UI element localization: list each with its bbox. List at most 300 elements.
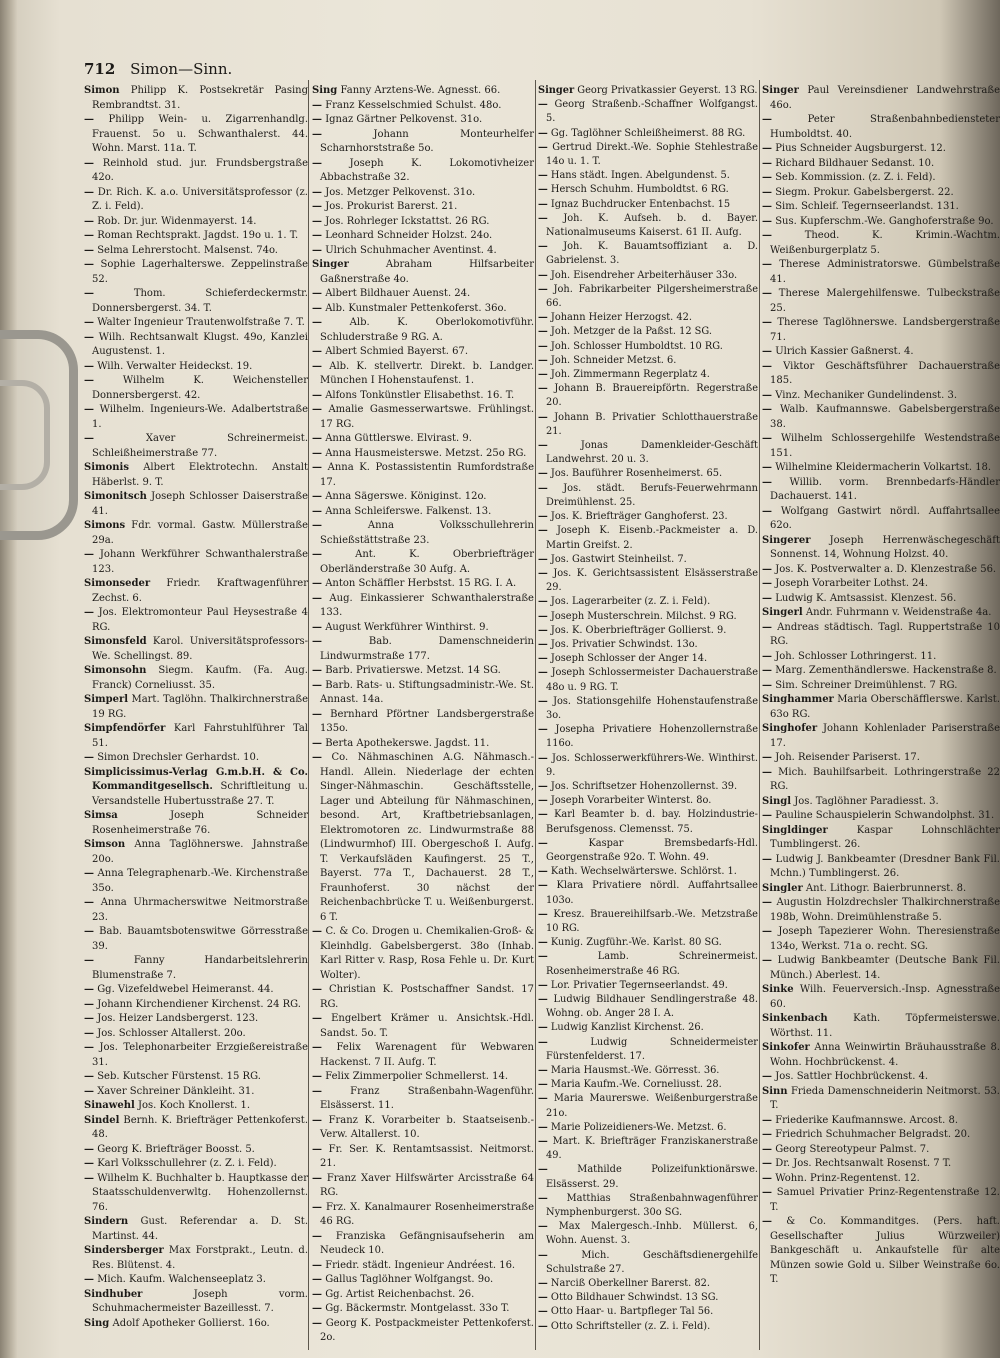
entry-name: —	[312, 491, 322, 502]
directory-entry	[84, 490, 308, 519]
entry-text: Johann Werkführer Schwanthalerstraße 123.	[92, 549, 308, 575]
entry-name: —	[538, 695, 548, 707]
directory-entry	[312, 621, 534, 636]
entry-name: Sinn	[762, 1085, 788, 1097]
entry-text: Johann B. Privatier Schlotthauerstraße 21.	[546, 411, 758, 437]
directory-entry	[762, 142, 1000, 157]
entry-text: Jos. Stationsgehilfe Hohenstaufenstraße 3o.	[546, 695, 758, 721]
entry-text: Alb. K. stellvertr. Direkt. b. Landger. München I Hohenstaufenst. 1.	[320, 360, 534, 386]
directory-entry	[312, 1288, 534, 1303]
directory-entry	[538, 98, 758, 126]
entry-text: Johann Kirchendiener Kirchenst. 24 RG.	[97, 998, 301, 1010]
entry-text: Gust. Referendar a. D. St. Martinst. 44.	[92, 1216, 308, 1242]
entry-name: —	[538, 312, 548, 324]
entry-name: —	[538, 1278, 548, 1290]
directory-entry	[84, 461, 308, 490]
directory-entry	[538, 780, 758, 794]
entry-text: Joh. K. Bauamtsoffiziant a. D. Gabrielenst. 3.	[546, 241, 758, 267]
entry-name: —	[538, 596, 548, 608]
directory-entry	[538, 269, 758, 283]
entry-text: Xaver Schreinermeist. Schleißheimerstraße 77.	[92, 433, 308, 459]
entry-name: Singerer	[762, 534, 811, 546]
entry-text: Berta Apothekerswe. Jagdst. 11.	[325, 737, 490, 749]
directory-entry	[312, 244, 534, 259]
entry-text: Bab. Bauamtsbotenswitwe Görresstraße 39.	[92, 926, 308, 952]
entry-name: —	[762, 1143, 772, 1155]
entry-text: Jos. Privatier Schwindst. 13o.	[550, 638, 698, 650]
directory-entry	[538, 439, 758, 467]
entry-name: Simson	[84, 839, 126, 850]
entry-text: Simon Drechsler Gerhardst. 10.	[97, 752, 260, 763]
directory-entry	[312, 1302, 534, 1317]
entry-text: Klara Privatiere nördl. Auffahrtsallee 103o.	[546, 880, 758, 906]
directory-entry	[84, 1215, 308, 1244]
entry-text: Fdr. vormal. Gastw. Müllerstraße 29a.	[92, 520, 308, 546]
entry-text: Jos. K. Oberbriefträger Gollierst. 9.	[550, 624, 727, 636]
entry-name: —	[538, 511, 548, 523]
entry-name: —	[538, 752, 548, 764]
entry-name: —	[538, 1022, 548, 1034]
directory-entry	[538, 311, 758, 325]
entry-name: Singer	[762, 85, 799, 96]
entry-text: Hersch Schuhm. Humboldtst. 6 RG.	[550, 184, 729, 196]
directory-entry	[84, 606, 308, 635]
entry-text: Joseph Tapezierer Wohn. Theresienstraße 134o, Werkst. 71a o. recht. SG.	[770, 926, 1000, 952]
directory-entry	[762, 171, 1000, 186]
directory-entry	[312, 679, 534, 708]
entry-name: —	[312, 984, 322, 995]
entry-name: —	[312, 288, 322, 299]
directory-entry	[538, 794, 758, 808]
entry-name: —	[84, 114, 94, 125]
directory-entry	[762, 954, 1000, 983]
entry-text: Barb. Rats- u. Stiftungsadministr.-We. St. Annast. 14a.	[320, 679, 534, 705]
entry-name: —	[84, 360, 94, 372]
directory-entry	[84, 84, 308, 113]
directory-entry	[84, 1317, 308, 1332]
entry-text: Viktor Geschäftsführer Dachauerstraße 185.	[770, 360, 1000, 386]
entry-text: Maria Kaufm.-We. Corneliusst. 28.	[550, 1079, 722, 1091]
directory-entry	[538, 752, 758, 780]
entry-name: —	[538, 624, 548, 636]
directory-entry	[762, 983, 1000, 1012]
entry-text: Alfons Tonkünstler Elisabethst. 16. T.	[325, 389, 515, 401]
entry-name: —	[538, 354, 548, 366]
directory-entry	[762, 287, 1000, 316]
entry-text: Siegm. Prokur. Gabelsbergerst. 22.	[775, 186, 954, 198]
entry-name: —	[762, 1172, 772, 1184]
entry-name: —	[762, 1187, 772, 1198]
directory-entry	[84, 635, 308, 664]
entry-text: Wilh. Rechtsanwalt Klugst. 49o, Kanzlei Augustenst. 1.	[92, 331, 308, 357]
directory-entry	[84, 258, 308, 287]
entry-text: Maria Maurerswe. Weißenburgerstraße 21o.	[546, 1093, 758, 1119]
entry-text: Kaspar Bremsbedarfs-Hdl. Georgenstraße 92o. T. Wohn. 49.	[546, 837, 758, 863]
entry-text: Johann Kohlenlader Pariserstraße 17.	[770, 723, 1000, 749]
directory-entry	[84, 722, 308, 751]
entry-text: Peter Straßenbahnbediensteter Humboldtst. 40.	[770, 114, 1000, 140]
entry-text: Georg Stereotypeur Palmst. 7.	[775, 1143, 930, 1155]
entry-text: Xaver Schreiner Dänkleiht. 31.	[97, 1085, 255, 1097]
entry-name: Simonsfeld	[84, 636, 147, 647]
entry-text: Fanny Handarbeitslehrerin Blumenstraße 7.	[92, 955, 308, 981]
entry-name: Simpfendörfer	[84, 723, 166, 734]
entry-text: Fr. Ser. K. Rentamtsassist. Neitmorst. 21.	[320, 1143, 534, 1169]
directory-entry	[538, 624, 758, 638]
directory-entry	[762, 925, 1000, 954]
entry-name: —	[762, 897, 772, 908]
directory-entry	[538, 1220, 758, 1248]
entry-text: Ant. Lithogr. Baierbrunnerst. 8.	[805, 882, 967, 894]
page-number: 712	[84, 60, 116, 78]
entry-name: —	[538, 1093, 548, 1105]
directory-entry	[538, 524, 758, 552]
entry-name: —	[762, 665, 772, 676]
directory-entry	[84, 374, 308, 403]
column-rule	[759, 80, 760, 1350]
entry-name: —	[312, 302, 322, 314]
directory-entry	[312, 708, 534, 737]
entry-text: Felix Warenagent für Webwaren Hackenst. 7 II. Aufg. T.	[320, 1042, 534, 1068]
directory-entry	[762, 316, 1000, 345]
entry-text: August Werkführer Winthirst. 9.	[325, 621, 489, 633]
directory-entry	[538, 1078, 758, 1092]
entry-name: —	[538, 1249, 548, 1261]
directory-entry	[538, 993, 758, 1021]
entry-text: Engelbert Krämer u. Ansichtsk.-Hdl. Sandst. 5o. T.	[320, 1013, 534, 1039]
entry-text: Ant. K. Oberbriefträger Oberländerstraße 30 Aufg. A.	[320, 549, 534, 575]
entry-name: —	[538, 340, 548, 352]
entry-text: Paul Vereinsdiener Landwehrstraße 46o.	[770, 85, 1000, 111]
entry-name: —	[762, 578, 772, 589]
entry-text: Wohn. Prinz-Regentenst. 12.	[775, 1172, 920, 1184]
entry-text: Joseph vorm. Schuhmachermeister Bazeillesst. 7.	[92, 1288, 308, 1314]
entry-name: —	[762, 1216, 772, 1227]
directory-entry	[84, 1012, 308, 1027]
entry-text: Friedr. Kraftwagenführer Zechst. 6.	[92, 578, 308, 604]
directory-entry	[84, 925, 308, 954]
directory-entry	[84, 186, 308, 215]
entry-text: Leonhard Schneider Holzst. 24o.	[325, 230, 493, 241]
entry-text: & Co. Kommanditges. (Pers. haft. Gesellschafter Julius Würzweiler) Bankgeschäft u. Ankaufstelle für alte Münzen sowie Gold u. Silber Weinstraße 6o. T.	[770, 1216, 1000, 1285]
directory-entry	[84, 1041, 308, 1070]
entry-text: Hans städt. Ingen. Abelgundenst. 5.	[550, 170, 730, 182]
page-clip-inner	[0, 380, 50, 490]
entry-text: Jos. Elektromonteur Paul Heysestraße 4 RG.	[92, 607, 308, 633]
directory-entry	[538, 1320, 758, 1334]
entry-name: Simonis	[84, 462, 129, 473]
entry-text: Joseph Schlosser der Anger 14.	[550, 653, 708, 665]
directory-entry	[312, 1085, 534, 1114]
entry-text: Joseph Schneider Rosenheimerstraße 76.	[92, 810, 308, 836]
entry-name: Simonsohn	[84, 665, 147, 676]
entry-text: Jos. Bauführer Rosenheimerst. 65.	[550, 468, 723, 480]
entry-name: —	[538, 880, 548, 892]
entry-text: Joh. Metzger de la Paßst. 12 SG.	[550, 326, 712, 338]
entry-name: —	[312, 404, 322, 415]
directory-entry	[84, 1027, 308, 1042]
directory-entry	[84, 113, 308, 157]
directory-entry	[538, 169, 758, 183]
entry-text: Johann B. Brauereipförtn. Regerstraße 20.	[546, 383, 758, 409]
directory-entry	[762, 1041, 1000, 1070]
column-rule	[308, 80, 309, 1350]
entry-text: Selma Lehrerstocht. Malsenst. 74o.	[97, 244, 278, 256]
entry-name: —	[312, 1071, 322, 1082]
entry-text: Friederike Kaufmannswe. Arcost. 8.	[775, 1114, 959, 1126]
entry-text: Albert Elektrotechn. Anstalt Häberlst. 9. T.	[92, 462, 308, 488]
entry-name: —	[312, 128, 322, 140]
entry-name: —	[312, 1172, 322, 1184]
entry-name: —	[312, 447, 322, 459]
directory-entry	[84, 1288, 308, 1317]
entry-text: Schriftleitung u. Versandstelle Hubertusstraße 27. T.	[92, 781, 308, 807]
entry-text: Mathilde Polizeifunktionärswe. Elsässerst. 29.	[546, 1164, 758, 1190]
entry-text: Bernhard Pförtner Landsbergerstraße 135o.	[320, 708, 534, 734]
directory-entry	[762, 1128, 1000, 1143]
directory-entry	[84, 867, 308, 896]
directory-entry	[762, 389, 1000, 404]
entry-name: —	[84, 984, 94, 995]
directory-entry	[538, 1249, 758, 1277]
directory-entry	[312, 389, 534, 404]
entry-text: Anna Hausmeisterswe. Metzst. 25o RG.	[325, 447, 527, 459]
entry-text: Jos. Lagerarbeiter (z. Z. i. Feld).	[550, 596, 711, 608]
directory-entry	[84, 432, 308, 461]
directory-entry	[84, 577, 308, 606]
directory-entry	[538, 1092, 758, 1120]
directory-entry	[84, 548, 308, 577]
entry-text: Jos. Sattler Hochbrückenst. 4.	[775, 1071, 929, 1082]
entry-text: Joh. Eisendreher Arbeiterhäuser 33o.	[550, 269, 738, 281]
entry-text: Joh. K. Aufseh. b. d. Bayer. Nationalmuseums Kaiserst. 61 II. Aufg.	[546, 212, 758, 239]
directory-entry	[312, 664, 534, 679]
entry-text: Therese Administratorswe. Gümbelstraße 41.	[770, 259, 1000, 285]
entry-name: Singhofer	[762, 723, 818, 734]
entry-text: Joseph Schlossermeister Dachauerstraße 48o u. 9 RG. T.	[546, 667, 758, 693]
entry-name: —	[84, 1071, 94, 1082]
entry-name: —	[538, 1221, 548, 1233]
entry-name: —	[312, 1013, 322, 1024]
directory-column-2	[312, 84, 534, 1346]
entry-text: Kunig. Zugführ.-We. Karlst. 80 SG.	[550, 937, 722, 949]
entry-name: —	[538, 653, 548, 665]
entry-name: —	[762, 853, 772, 865]
directory-entry	[312, 461, 534, 490]
directory-entry	[312, 403, 534, 432]
entry-name: —	[538, 1306, 548, 1318]
directory-entry	[538, 212, 758, 240]
directory-entry	[538, 595, 758, 609]
directory-entry	[538, 1192, 758, 1220]
entry-name: —	[762, 186, 772, 198]
directory-column-3	[538, 84, 758, 1334]
entry-text: Christian K. Postschaffner Sandst. 17 RG.	[320, 984, 535, 1010]
entry-name: —	[538, 1065, 548, 1077]
entry-text: Joh. Reisender Pariserst. 17.	[775, 752, 920, 763]
entry-name: —	[538, 1192, 548, 1204]
entry-name: —	[84, 244, 94, 256]
entry-text: Jos. K. Postverwalter a. D. Klenzestraße 56.	[775, 563, 997, 575]
entry-text: Kresz. Brauereihilfsarb.-We. Metzstraße 10 RG.	[546, 908, 758, 934]
entry-name: —	[84, 1274, 94, 1285]
entry-name: —	[538, 283, 548, 295]
entry-text: Wilh. Feuerversich.-Insp. Agnesstraße 60.	[770, 984, 1000, 1010]
entry-text: Narciß Oberkellner Barerst. 82.	[550, 1278, 710, 1290]
entry-text: Joseph Schlosser Daiserstraße 41.	[92, 491, 308, 517]
directory-entry	[312, 519, 534, 548]
entry-name: Sindern	[84, 1216, 129, 1227]
entry-name: Sindersberger	[84, 1245, 164, 1256]
entry-text: Anna Taglöhnerswe. Jahnstraße 20o.	[92, 839, 309, 865]
entry-name: —	[538, 1079, 548, 1091]
directory-entry	[538, 482, 758, 510]
entry-text: Max Forstprakt., Leutn. d. Res. Blütenst. 4.	[92, 1245, 308, 1271]
directory-entry	[538, 979, 758, 993]
entry-name: —	[312, 230, 322, 241]
entry-name: —	[84, 157, 94, 169]
entry-text: Ludwig Kanzlist Kirchenst. 26.	[550, 1022, 704, 1034]
entry-text: Jos. Metzger Pelkovenst. 31o.	[325, 186, 476, 198]
directory-entry	[762, 1157, 1000, 1172]
directory-entry	[312, 345, 534, 360]
entry-text: Alb. Kunstmaler Pettenkoferst. 36o.	[325, 302, 507, 314]
entry-text: Dr. Jos. Rechtsanwalt Rosenst. 7 T.	[775, 1158, 952, 1169]
directory-entry	[84, 331, 308, 360]
directory-entry	[312, 505, 534, 520]
entry-name: —	[84, 404, 94, 415]
entry-text: Franz Xaver Hilfswärter Arcisstraße 64 RG.	[320, 1172, 534, 1198]
entry-text: Ludwig Bildhauer Sendlingerstraße 48. Wohng. ob. Anger 28 I. A.	[546, 994, 758, 1020]
entry-text: Joh. Zimmermann Regerplatz 4.	[550, 369, 710, 381]
entry-text: Jos. Taglöhner Paradiesst. 3.	[794, 795, 939, 807]
directory-entry	[762, 795, 1000, 810]
entry-text: Georg Privatkassier Geyerst. 13 RG.	[577, 85, 758, 96]
directory-entry	[84, 316, 308, 331]
entry-name: —	[762, 592, 772, 604]
directory-entry	[84, 693, 308, 722]
directory-entry	[312, 113, 534, 128]
directory-entry	[538, 1021, 758, 1035]
directory-entry	[84, 1114, 308, 1143]
entry-text: Johann Monteurhelfer Scharnhorststraße 5o.	[320, 128, 534, 154]
entry-name: —	[762, 1129, 772, 1140]
entry-text: Joseph K. Eisenb.-Packmeister a. D. Martin Greifst. 2.	[546, 525, 758, 551]
directory-entry	[538, 467, 758, 481]
entry-text: Jos. Schriftsetzer Hohenzollernst. 39.	[550, 780, 738, 792]
entry-name: —	[538, 780, 548, 792]
entry-text: Mich. Geschäftsdienergehilfe Schulstraße 27.	[546, 1249, 758, 1275]
entry-name: —	[84, 1042, 94, 1053]
entry-text: Matthias Straßenbahnwagenführer Nymphenburgerst. 30o SG.	[546, 1192, 758, 1219]
entry-name: Simonitsch	[84, 491, 147, 502]
directory-entry	[84, 664, 308, 693]
directory-entry	[762, 882, 1000, 897]
entry-name: —	[84, 998, 94, 1010]
directory-entry	[538, 1121, 758, 1135]
entry-text: Ignaz Gärtner Pelkovenst. 31o.	[325, 114, 483, 125]
entry-text: Johann Heizer Herzogst. 42.	[550, 312, 692, 324]
entry-name: —	[762, 404, 772, 415]
entry-text: Jos. Schlosserwerkführers-We. Winthirst. 9.	[546, 752, 758, 778]
directory-entry	[538, 553, 758, 567]
entry-text: Max Malergesch.-Inhb. Müllerst. 6, Wohn. Auenst. 3.	[546, 1221, 758, 1247]
directory-entry	[762, 403, 1000, 432]
directory-entry	[84, 751, 308, 766]
entry-name: —	[762, 215, 772, 227]
directory-entry	[538, 908, 758, 936]
entry-text: Anna K. Postassistentin Rumfordstraße 17.	[320, 462, 534, 488]
directory-entry	[762, 461, 1000, 476]
directory-entry	[762, 664, 1000, 679]
entry-text: Maria Hausmst.-We. Görresst. 36.	[550, 1065, 720, 1077]
entry-name: —	[538, 326, 548, 338]
entry-name: —	[762, 926, 772, 937]
entry-name: —	[84, 375, 94, 386]
entry-name: —	[762, 201, 772, 212]
directory-entry	[762, 1070, 1000, 1085]
entry-text: Karl Volksschullehrer (z. Z. i. Feld).	[97, 1158, 277, 1169]
directory-entry	[762, 563, 1000, 578]
entry-name: —	[312, 578, 322, 589]
entry-name: Sinkofer	[762, 1042, 810, 1053]
entry-text: Gg. Vizefeldwebel Heimeranst. 44.	[97, 984, 274, 995]
entry-text: Friedrich Schuhmacher Belgradst. 20.	[775, 1129, 971, 1140]
entry-name: —	[762, 288, 772, 299]
directory-entry	[312, 592, 534, 621]
entry-name: —	[312, 520, 322, 531]
entry-name: —	[312, 360, 322, 372]
entry-name: —	[762, 114, 772, 125]
entry-name: —	[312, 201, 322, 212]
entry-text: Sim. Schreiner Dreimühlenst. 7 RG.	[775, 679, 958, 691]
entry-text: Fanny Arztens-We. Agnesst. 66.	[340, 85, 501, 96]
entry-name: —	[312, 317, 322, 328]
entry-text: Jos. Schlosser Altallerst. 20o.	[97, 1027, 246, 1039]
directory-entry	[312, 1114, 534, 1143]
entry-name: —	[312, 592, 322, 604]
directory-entry	[312, 925, 534, 983]
directory-entry	[84, 1244, 308, 1273]
entry-text: Jonas Damenkleider-Geschäft Landwehrst. 20 u. 3.	[546, 440, 758, 466]
entry-text: Ludwig K. Amtsassist. Klenzest. 56.	[775, 592, 957, 604]
entry-text: Ludwig Schneidermeister Fürstenfelderst. 17.	[546, 1036, 758, 1062]
directory-entry	[538, 198, 758, 212]
entry-text: Andr. Fuhrmann v. Weidenstraße 4a.	[805, 607, 992, 618]
entry-text: Ludwig Bankbeamter (Deutsche Bank Fil. Münch.) Aberlest. 14.	[770, 955, 1000, 981]
directory-entry	[762, 200, 1000, 215]
directory-entry	[84, 287, 308, 316]
directory-entry	[312, 432, 534, 447]
entry-name: —	[312, 752, 322, 763]
directory-entry	[84, 1143, 308, 1158]
entry-name: —	[84, 1085, 94, 1097]
entry-text: Seb. Kommission. (z. Z. i. Feld).	[775, 172, 936, 183]
entry-name: —	[312, 244, 322, 256]
directory-entry	[762, 824, 1000, 853]
entry-text: Bab. Damenschneiderin Lindwurmstraße 177.	[320, 636, 534, 662]
directory-entry	[312, 215, 534, 230]
entry-name: Sindhuber	[84, 1288, 143, 1300]
directory-entry	[84, 1172, 308, 1216]
entry-name: —	[538, 979, 548, 991]
entry-name: —	[84, 752, 94, 763]
directory-entry	[312, 1143, 534, 1172]
directory-entry	[84, 1273, 308, 1288]
directory-entry	[762, 1186, 1000, 1215]
entry-text: Sus. Kupferschm.-We. Ganghoferstraße 9o.	[775, 215, 994, 227]
entry-name: —	[762, 317, 772, 328]
